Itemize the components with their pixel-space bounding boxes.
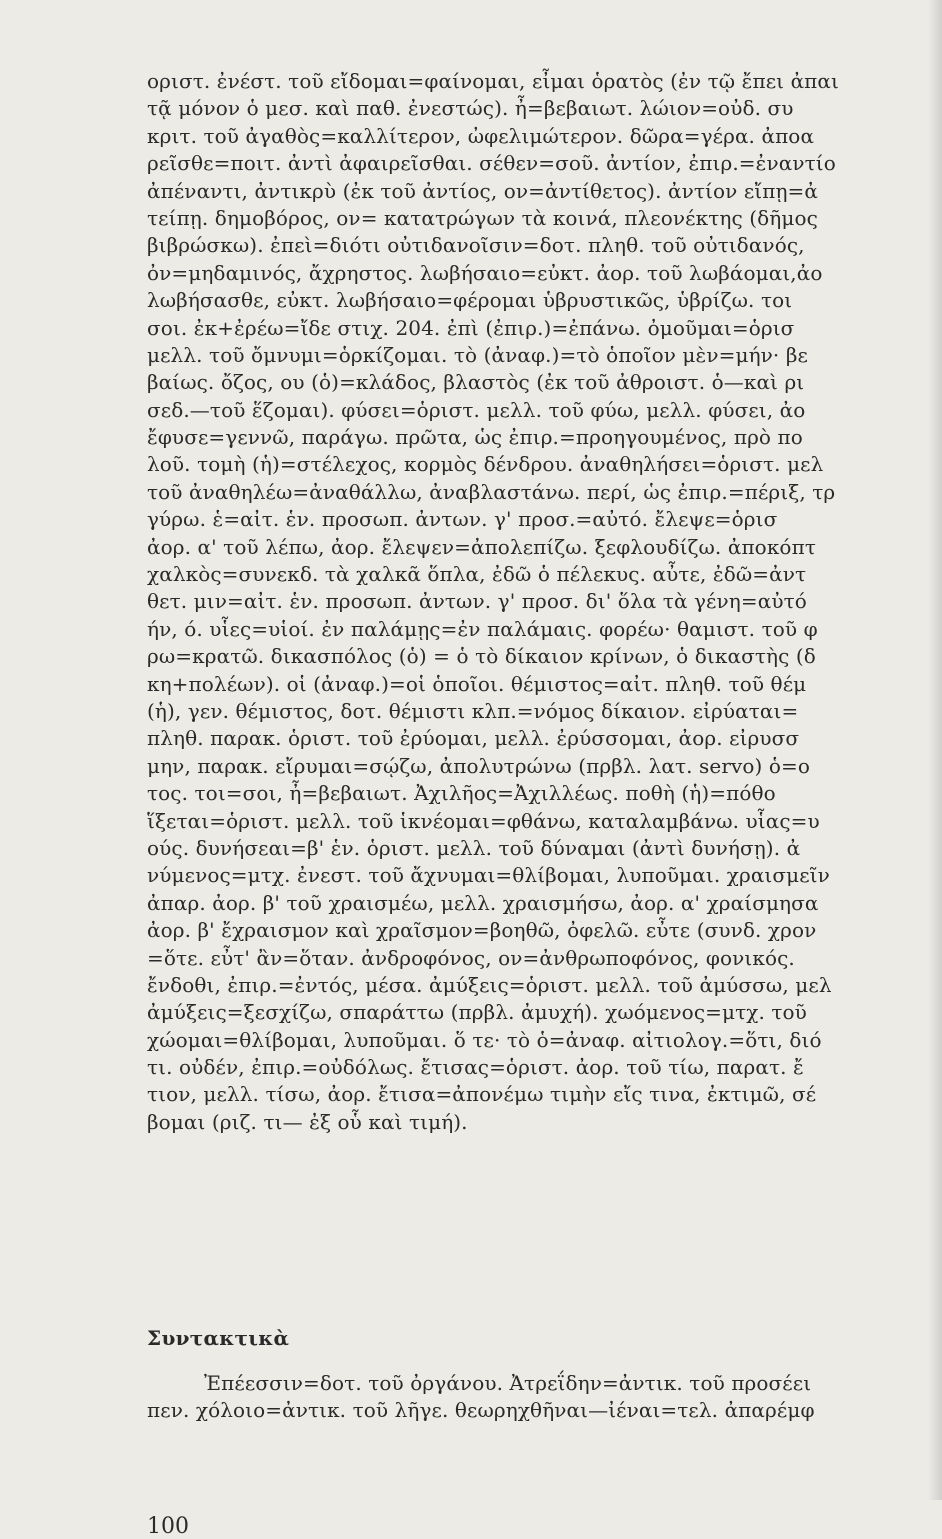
text-line: πληθ. παρακ. ὁριστ. τοῦ ἐρύομαι, μελλ. ἐρύσσομαι, ἀορ. εἰρυσσ <box>147 726 800 751</box>
text-line: τοῦ ἀναθηλέω=ἀναθάλλω, ἀναβλαστάνω. περί, ὡς ἐπιρ.=πέριξ, τρ <box>147 479 836 504</box>
text-line: ἵξεται=ὁριστ. μελλ. τοῦ ἱκνέομαι=φθάνω, καταλαμβάνω. υἷας=υ <box>147 808 820 833</box>
text-line: τᾷ μόνον ὁ μεσ. καὶ παθ. ἐνεστώς). ἦ=βεβαιωτ. λώιον=οὐδ. συ <box>147 96 794 121</box>
text-line: =ὅτε. εὖτ' ἂν=ὅταν. ἀνδροφόνος, ον=ἀνθρωποφόνος, φονικός. <box>147 945 795 970</box>
text-line: βιβρώσκω). ἐπεὶ=διότι οὐτιδανοῖσιν=δοτ. πληθ. τοῦ οὐτιδανός, <box>147 233 805 258</box>
text-line: ἀπέναντι, ἀντικρὺ (ἐκ τοῦ ἀντίος, ον=ἀντίθετος). ἀντίον εἴπῃ=ἀ <box>147 178 819 203</box>
text-line: κη+πολέων). οἱ (ἀναφ.)=οἱ ὁποῖοι. θέμιστος=αἰτ. πληθ. τοῦ θέμ <box>147 671 807 696</box>
text-line: ρω=κρατῶ. δικασπόλος (ὁ) = ὁ τὸ δίκαιον κρίνων, ὁ δικαστὴς (δ <box>147 644 816 669</box>
text-line: Ἐπέεσσιν=δοτ. τοῦ ὀργάνου. Ἀτρεΐδην=ἀντικ. τοῦ προσέει <box>204 1371 812 1395</box>
text-line: ἔφυσε=γεννῶ, παράγω. πρῶτα, ὡς ἐπιρ.=προηγουμένος, πρὸ πο <box>147 425 803 450</box>
page-number: 100 <box>147 1514 189 1539</box>
text-line: χαλκὸς=συνεκδ. τὰ χαλκᾶ ὅπλα, ἐδῶ ὁ πέλεκυς. αὖτε, ἐδῶ=ἀντ <box>147 562 807 587</box>
text-line: πεν. χόλοιο=ἀντικ. τοῦ λῆγε. θεωρηχθῆναι—ἰέναι=τελ. ἀπαρέμφ <box>147 1398 815 1423</box>
text-line: ἀμύξεις=ξεσχίζω, σπαράττω (πρβλ. ἀμυχή). χωόμενος=μτχ. τοῦ <box>147 1000 807 1025</box>
text-line: βομαι (ριζ. τι— ἐξ οὗ καὶ τιμή). <box>147 1109 468 1134</box>
text-line: λοῦ. τομὴ (ἡ)=στέλεχος, κορμὸς δένδρου. ἀναθηλήσει=ὁριστ. μελ <box>147 452 824 477</box>
text-line: ἔνδοθι, ἐπιρ.=ἐντός, μέσα. ἀμύξεις=ὁριστ. μελλ. τοῦ ἀμύσσω, μελ <box>147 972 832 997</box>
text-line: γύρω. ἑ=αἰτ. ἑν. προσωπ. ἀντων. γ' προσ.=αὐτό. ἔλεψε=ὁρισ <box>147 507 778 532</box>
text-line: ἀορ. α' τοῦ λέπω, ἀορ. ἔλεψεν=ἀπολεπίζω. ξεφλουδίζω. ἀποκόπτ <box>147 534 816 559</box>
glossary-text <box>147 68 942 1136</box>
text-line: σεδ.—τοῦ ἕζομαι). φύσει=ὁριστ. μελλ. τοῦ φύω, μελλ. φύσει, ἀο <box>147 397 806 422</box>
text-line: βαίως. ὄζος, ου (ὁ)=κλάδος, βλαστὸς (ἐκ τοῦ ἀθροιστ. ὁ—καὶ ρι <box>147 370 805 395</box>
text-line: οριστ. ἐνέστ. τοῦ εἴδομαι=φαίνομαι, εἶμαι ὁρατὸς (ἐν τῷ ἔπει ἀπαι <box>147 69 839 93</box>
page-edge-shadow <box>928 0 942 1500</box>
text-line: τι. οὐδέν, ἐπιρ.=οὐδόλως. ἔτισας=ὁριστ. ἀορ. τοῦ τίω, παρατ. ἔ <box>147 1055 804 1080</box>
text-line: κριτ. τοῦ ἀγαθὸς=καλλίτερον, ὠφελιμώτερον. δῶρα=γέρα. ἀποα <box>147 123 815 148</box>
text-line: ούς. δυνήσεαι=β' ἑν. ὁριστ. μελλ. τοῦ δύναμαι (ἀντὶ δυνήσῃ). ἀ <box>147 835 801 860</box>
text-line: σοι. ἐκ+ἐρέω=ἴδε στιχ. 204. ἐπὶ (ἐπιρ.)=ἐπάνω. ὀμοῦμαι=ὁρισ <box>147 315 795 340</box>
text-line: ἀορ. β' ἔχραισμον καὶ χραῖσμον=βοηθῶ, ὀφελῶ. εὖτε (συνδ. χρον <box>147 918 817 943</box>
text-line: νύμενος=μτχ. ἐνεστ. τοῦ ἄχνυμαι=θλίβομαι, λυποῦμαι. χραισμεῖν <box>147 863 830 888</box>
text-line: μελλ. τοῦ ὄμνυμι=ὁρκίζομαι. τὸ (ἀναφ.)=τὸ ὁποῖον μὲν=μήν· βε <box>147 342 808 367</box>
text-line: χώομαι=θλίβομαι, λυποῦμαι. ὅ τε· τὸ ὁ=ἀναφ. αἰτιολογ.=ὅτι, διό <box>147 1027 822 1052</box>
text-line: τείπῃ. δημοβόρος, ον= κατατρώγων τὰ κοινά, πλεονέκτης (δῆμος <box>147 205 818 230</box>
text-line: ὀν=μηδαμινός, ἄχρηστος. λωβήσαιο=εὐκτ. ἀορ. τοῦ λωβάομαι,ἀο <box>147 260 823 285</box>
section-heading: Συντακτικὰ <box>147 1326 290 1350</box>
text-line: ρεῖσθε=ποιτ. ἀντὶ ἀφαιρεῖσθαι. σέθεν=σοῦ. ἀντίον, ἐπιρ.=ἐναντίο <box>147 151 836 176</box>
syntax-section-text <box>147 1370 942 1425</box>
text-line: μην, παρακ. εἴρυμαι=σῴζω, ἀπολυτρώνω (πρβλ. λατ. servo) ὁ=ο <box>147 753 811 778</box>
text-line: θετ. μιν=αἰτ. ἑν. προσωπ. ἀντων. γ' προσ. δι' ὅλα τὰ γένη=αὐτό <box>147 589 807 614</box>
text-line: (ἡ), γεν. θέμιστος, δοτ. θέμιστι κλπ.=νόμος δίκαιον. εἰρύαται= <box>147 698 799 723</box>
text-line: ἀπαρ. ἀορ. β' τοῦ χραισμέω, μελλ. χραισμήσω, ἀορ. α' χραίσμησα <box>147 890 819 915</box>
text-line: τος. τοι=σοι, ἦ=βεβαιωτ. Ἀχιλῆος=Ἀχιλλέως. ποθὴ (ἡ)=πόθο <box>147 781 776 806</box>
text-line: λωβήσασθε, εὐκτ. λωβήσαιο=φέρομαι ὑβρυστικῶς, ὑβρίζω. τοι <box>147 288 793 313</box>
text-line: ήν, ό. υἷες=υἱοί. ἐν παλάμῃς=ἐν παλάμαις. φορέω· θαμιστ. τοῦ φ <box>147 616 818 641</box>
text-line: τιον, μελλ. τίσω, ἀορ. ἔτισα=ἀπονέμω τιμὴν εἴς τινα, ἐκτιμῶ, σέ <box>147 1082 817 1107</box>
